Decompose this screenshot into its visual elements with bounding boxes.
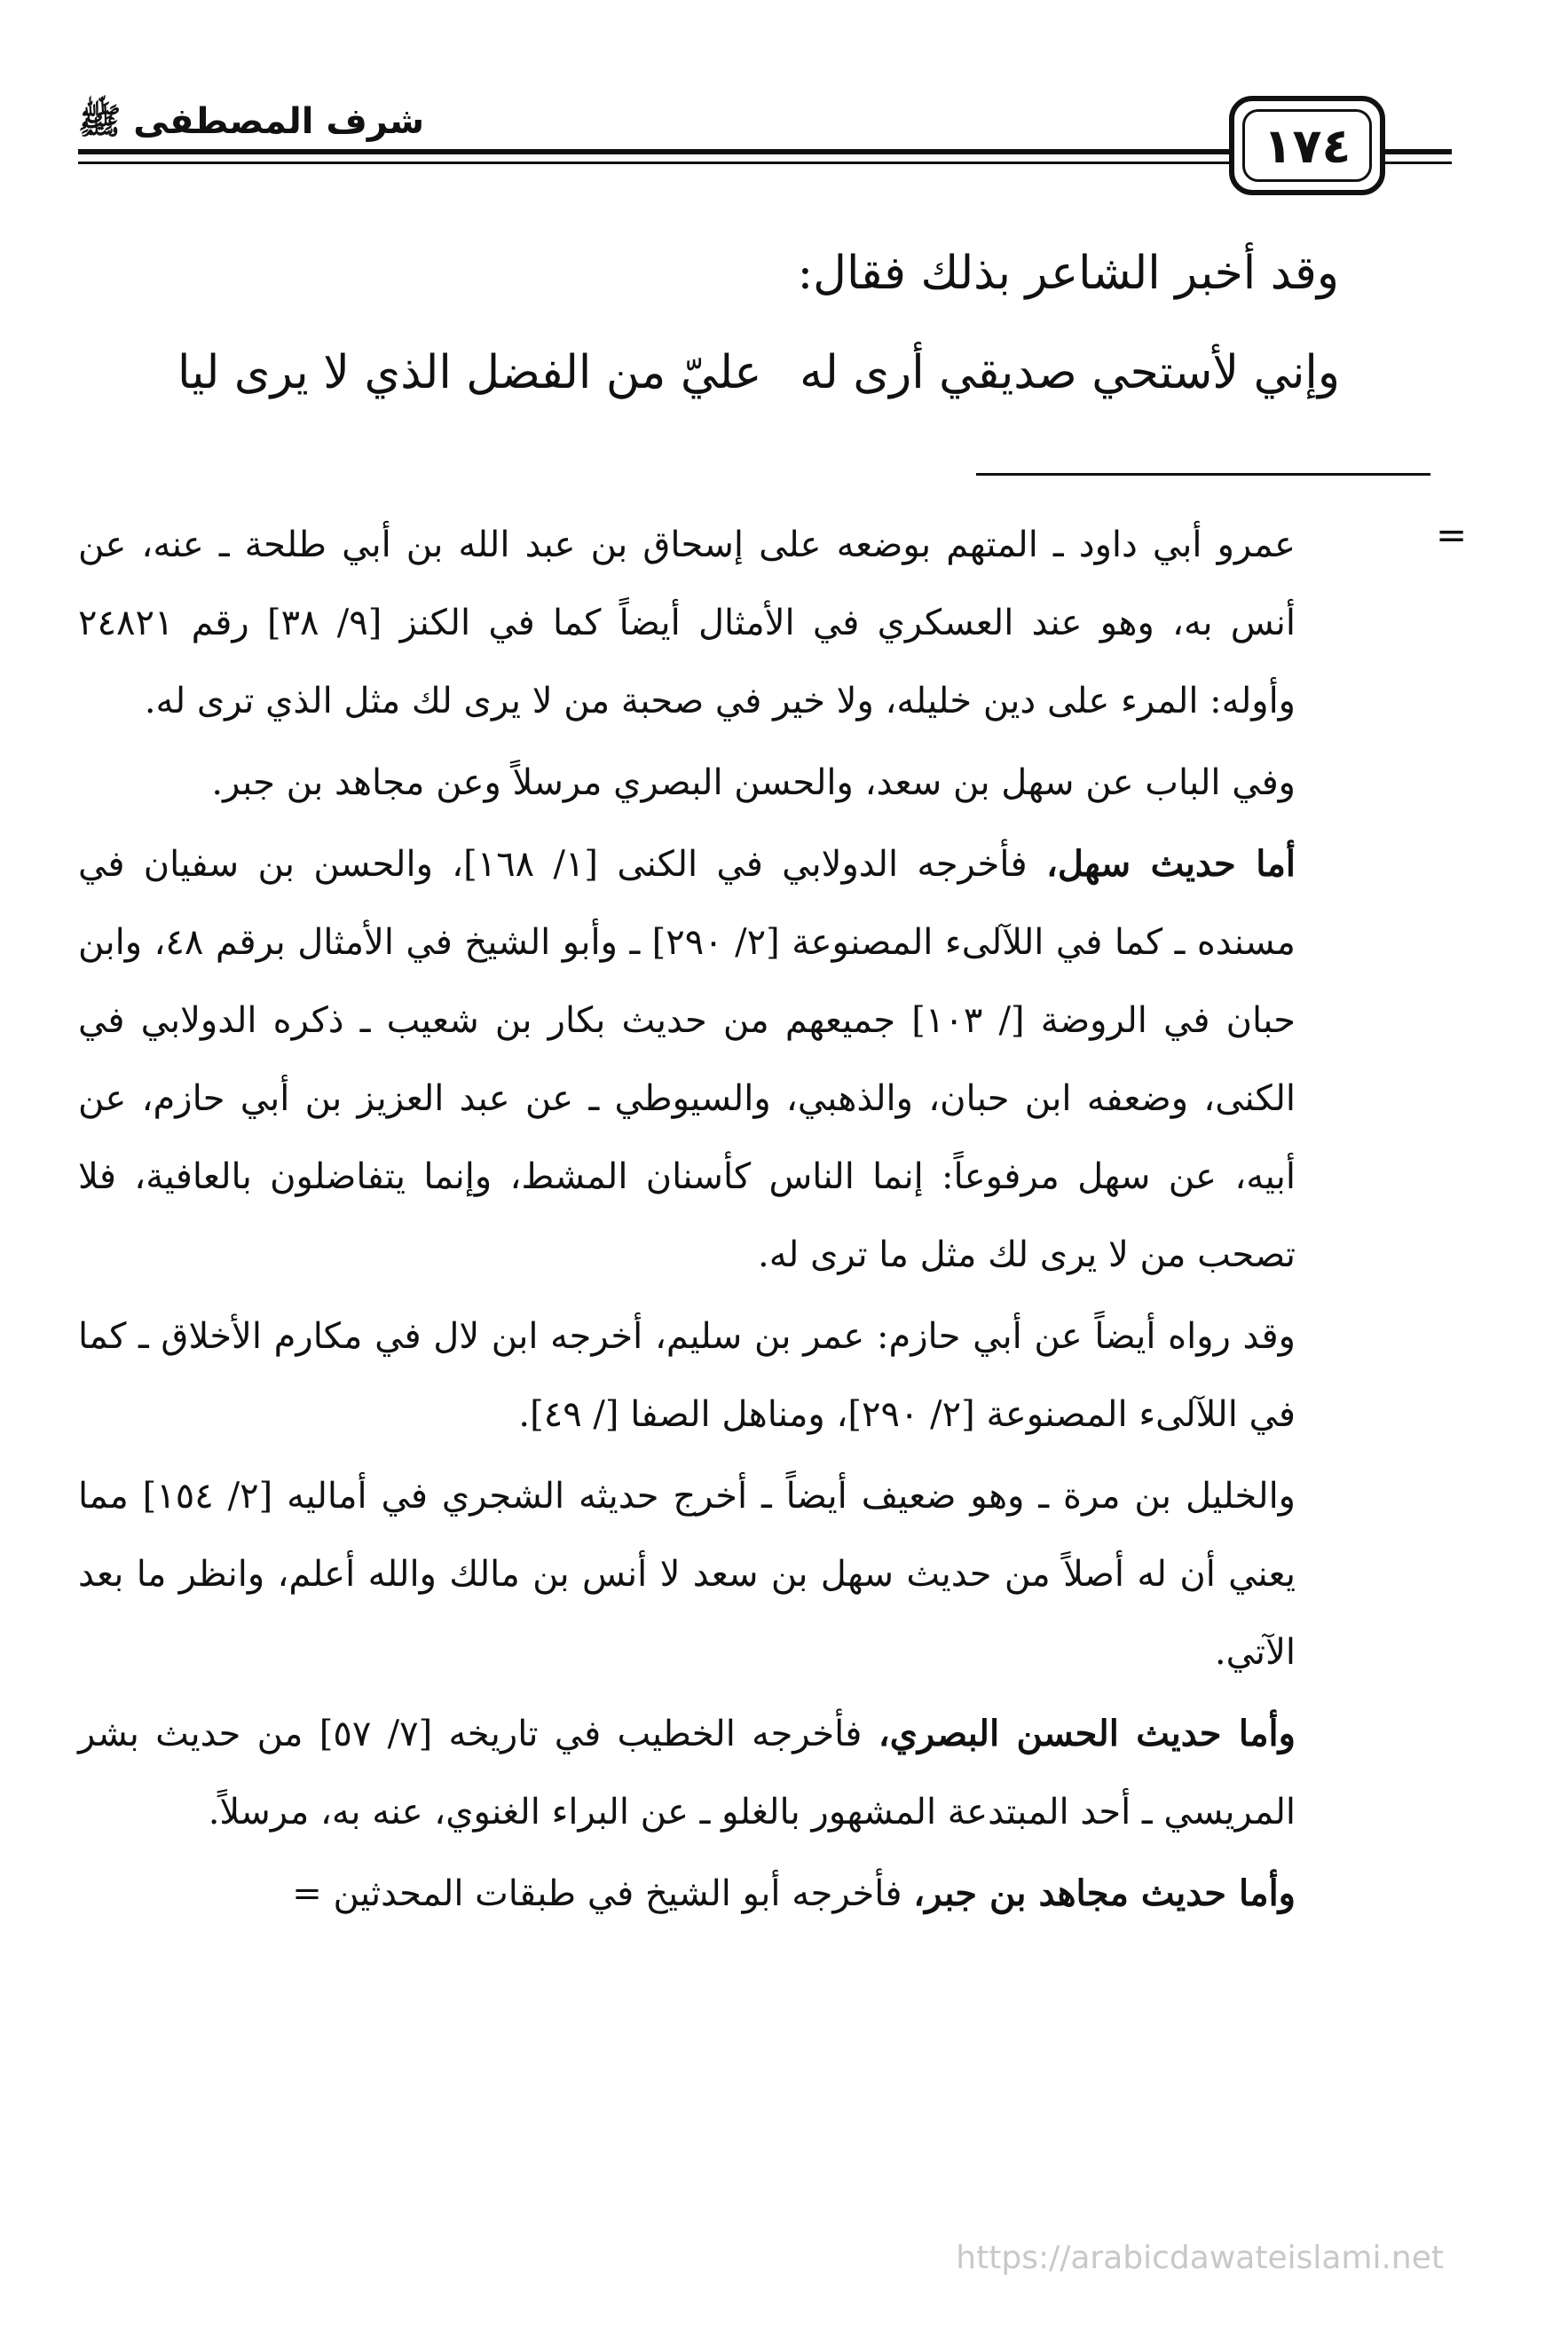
running-header-title: شرف المصطفى ﷺ — [78, 101, 425, 142]
page-number: ١٧٤ — [1242, 109, 1372, 182]
header-rule-right-thick — [1381, 149, 1452, 154]
header-rule-thin — [78, 162, 1232, 164]
footnote-paragraph-6 — [78, 1695, 1296, 1851]
watermark-url: https://arabicdawateislami.net — [956, 2240, 1444, 2276]
paragraph-text: فأخرجه الخطيب في تاريخه [٧/ ٥٧] من حديث بشر المريسي ـ أحد المبتدعة المشهور بالغلو ـ عن البراء الغنوي، عنه به، مرسلاً. — [78, 1714, 1296, 1833]
footnote-paragraph-1: عمرو أبي داود ـ المتهم بوضعه على إسحاق بن عبد الله بن أبي طلحة ـ عنه، عن أنس به، وهو عند العسكري في الأمثال أيضاً كما في الكنز [٩/ ٣٨] رقم ٢٤٨٢١ وأوله: المرء على دين خليله، ولا خير في صحبة من لا يرى لك مثل الذي ترى له. — [78, 524, 1296, 721]
footnote-paragraph-3 — [78, 825, 1296, 1294]
paragraph-text: فأخرجه الدولابي في الكنى [١/ ١٦٨]، والحسن بن سفيان في مسنده ـ كما في اللآلىء المصنوعة [٢/ ٢٩٠] ـ وأبو الشيخ في الأمثال برقم ٤٨، وابن حبان في الروضة [/ ١٠٣] جميعهم من حديث بكار بن شعيب ـ ذكره الدولابي في الكنى، وضعفه ابن حبان، والذهبي، والسيوطي ـ عن عبد العزيز بن أبي حازم، عن أبيه، عن سهل مرفوعاً: إنما الناس كأسنان المشط، وإنما يتفاضلون بالعافية، فلا تصحب من لا يرى لك مثل ما ترى له. — [78, 844, 1296, 1275]
paragraph-lead: وأما حديث مجاهد بن جبر، — [913, 1872, 1296, 1914]
paragraph-lead: أما حديث سهل، — [1045, 843, 1296, 885]
paragraph-text: فأخرجه أبو الشيخ في طبقات المحدثين — [333, 1873, 902, 1914]
footnote-paragraph-4: وقد رواه أيضاً عن أبي حازم: عمر بن سليم، أخرجه ابن لال في مكارم الأخلاق ـ كما في اللآلىء المصنوعة [٢/ ٢٩٠]، ومناهل الصفا [/ ٤٩]. — [78, 1316, 1296, 1435]
page-number-frame — [1229, 96, 1385, 195]
footnote-paragraph-2: وفي الباب عن سهل بن سعد، والحسن البصري مرسلاً وعن مجاهد بن جبر. — [211, 762, 1296, 803]
verse-second-hemistich: عليّ من الفضل الذي لا يرى ليا — [177, 346, 762, 399]
header-rule-thick — [78, 149, 1232, 154]
footnote-paragraph-7 — [78, 1855, 1296, 1933]
poetry-verse — [177, 328, 1340, 417]
footnote-separator — [976, 473, 1430, 476]
paragraph-lead: وأما حديث الحسن البصري، — [878, 1713, 1296, 1754]
footnote-end-mark: = — [292, 1873, 322, 1914]
footnote-body — [78, 506, 1296, 1936]
footnote-continuation-mark: = — [1436, 513, 1468, 556]
intro-line: وقد أخبر الشاعر بذلك فقال: — [797, 247, 1339, 300]
header-rule-right-thin — [1381, 162, 1452, 164]
footnote-paragraph-5: والخليل بن مرة ـ وهو ضعيف أيضاً ـ أخرج حديثه الشجري في أماليه [٢/ ١٥٤] مما يعني أن له أصلاً من حديث سهل بن سعد لا أنس بن مالك والله أعلم، وانظر ما بعد الآتي. — [78, 1476, 1296, 1673]
verse-first-hemistich: وإني لأستحي صديقي أرى له — [800, 346, 1340, 399]
